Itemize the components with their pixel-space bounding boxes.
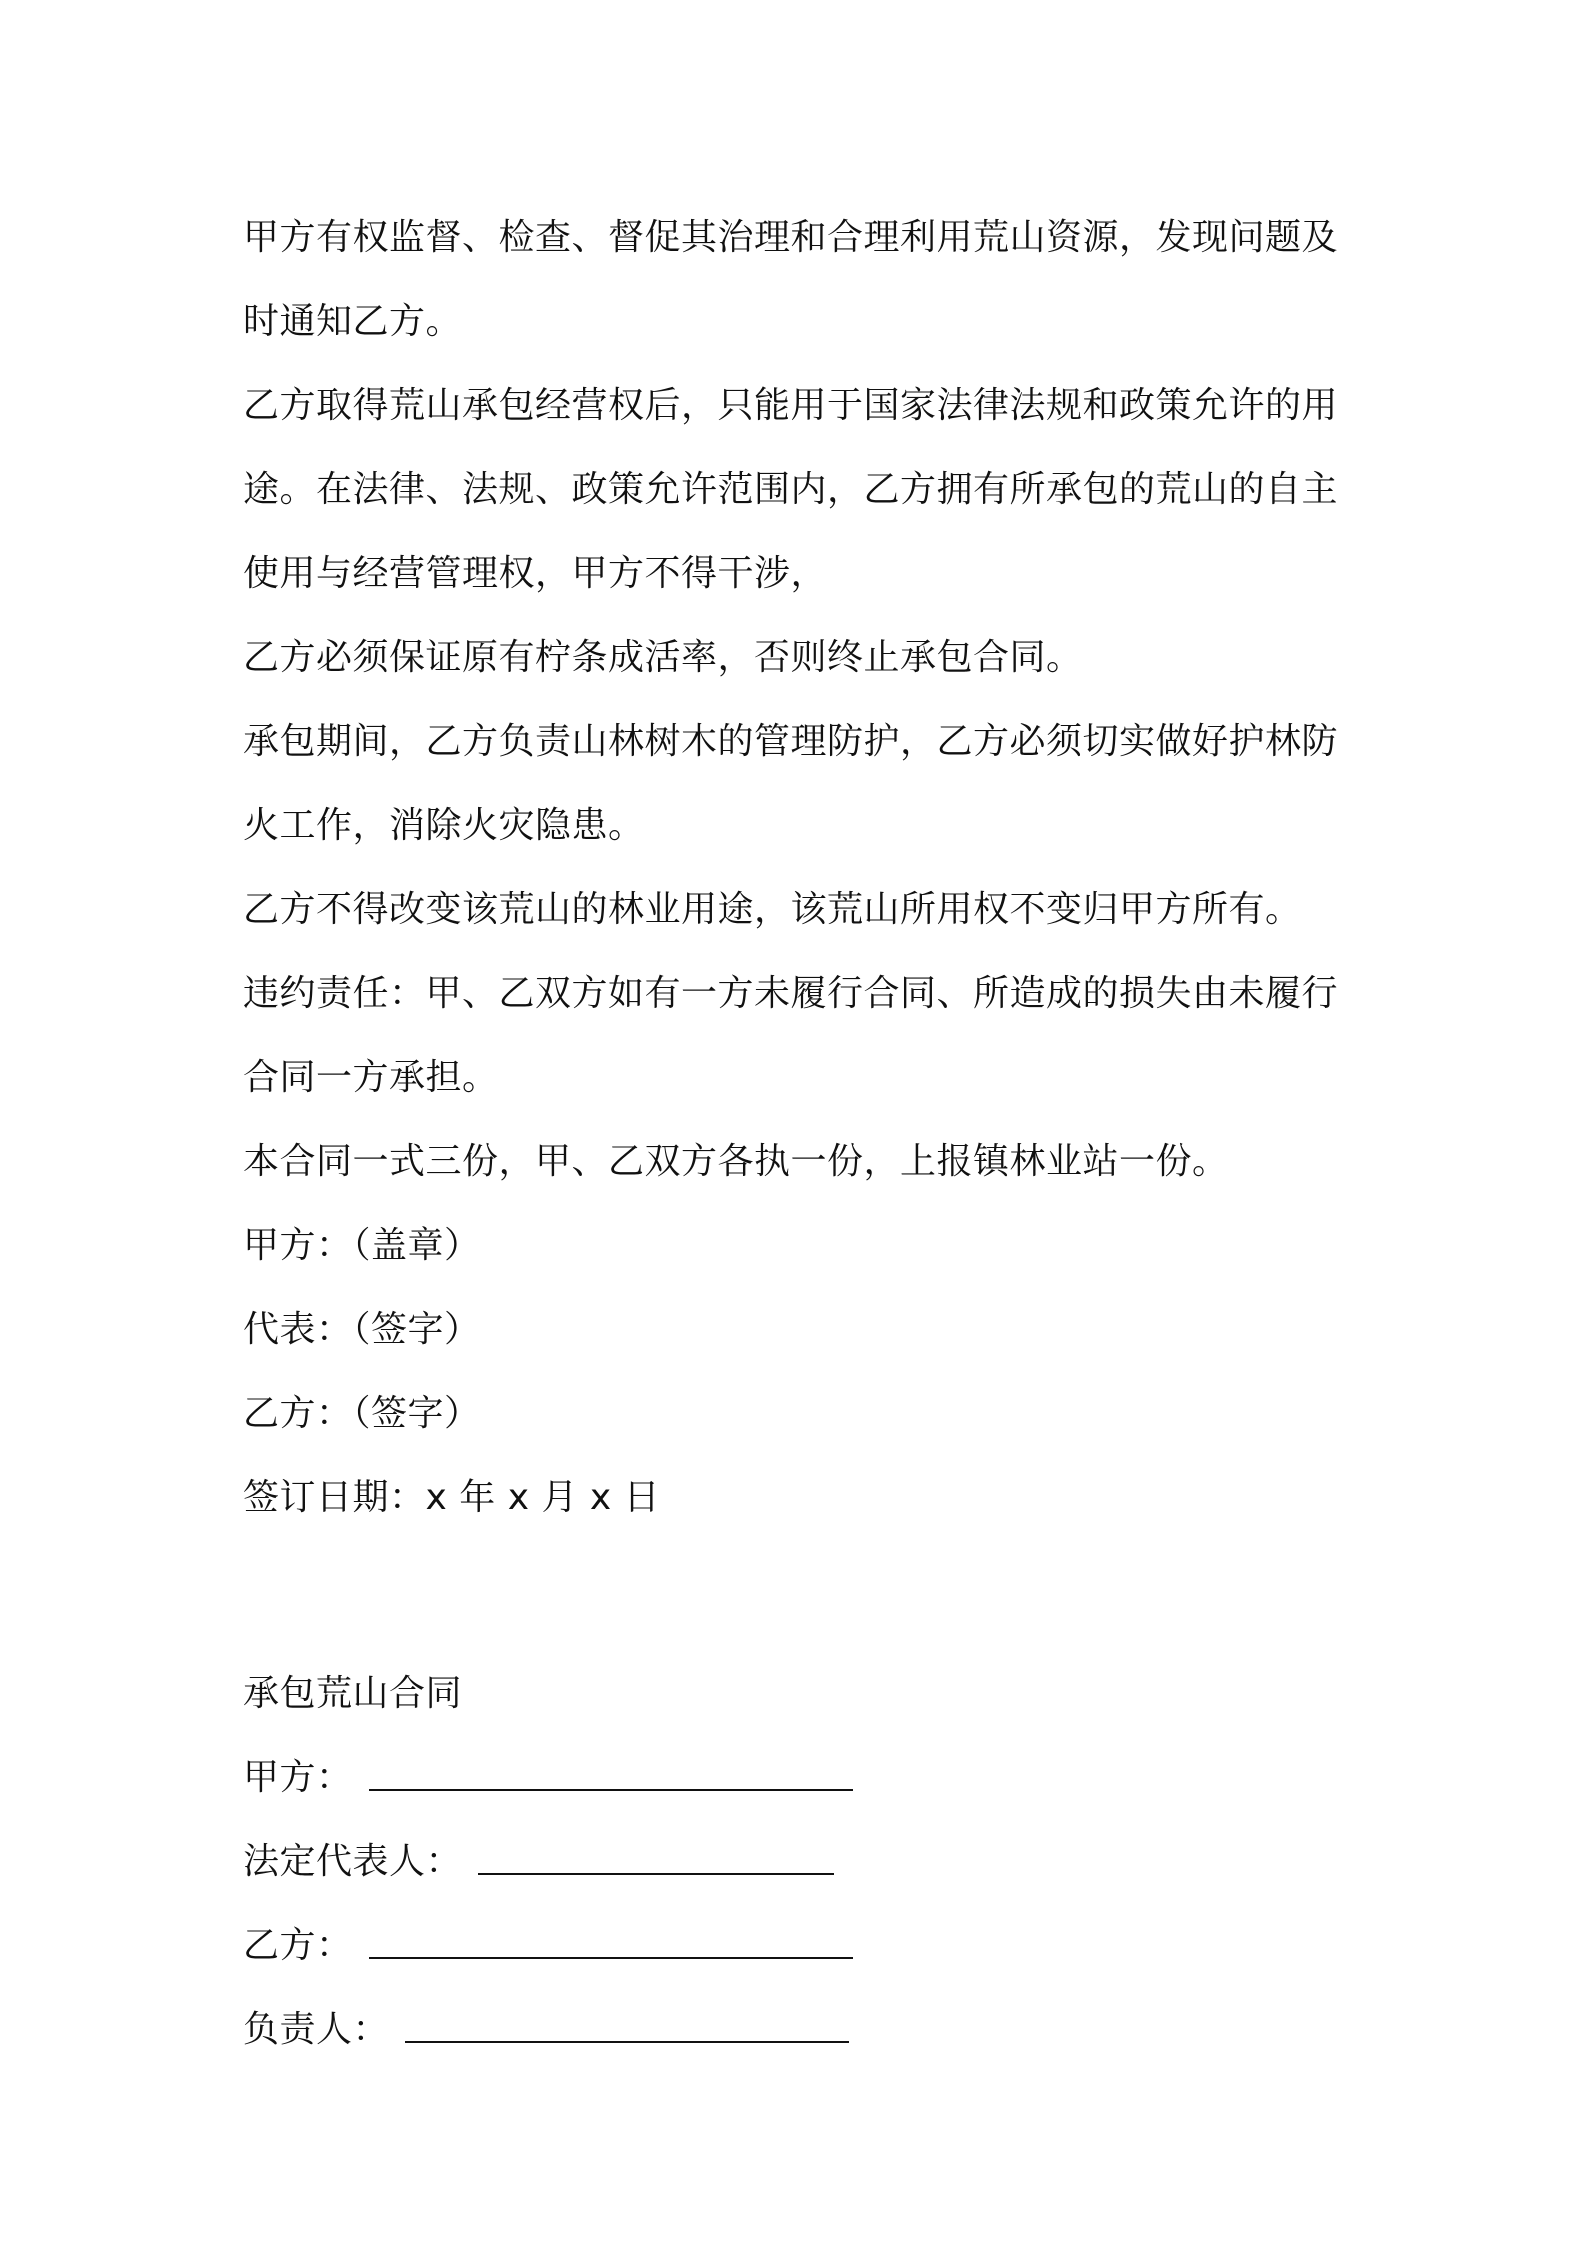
party-a-blank[interactable] [369, 1755, 853, 1791]
signature-representative: 代表：（签字） [243, 1309, 481, 1350]
clause-survival-rate: 乙方必须保证原有柠条成活率，否则终止承包合同。 [243, 637, 1083, 678]
second-contract-title: 承包荒山合同 [243, 1673, 463, 1714]
clause-usage-rights: 乙方取得荒山承包经营权后，只能用于国家法律法规和政策允许的用途。在法律、法规、政策允许范围内，乙方拥有所承包的荒山的自主使用与经营管理权，甲方不得干涉， [243, 385, 1339, 594]
document-page [243, 196, 1353, 2072]
legal-rep-field [243, 1820, 1353, 1904]
clause-supervision: 甲方有权监督、检查、督促其治理和合理利用荒山资源，发现问题及时通知乙方。 [243, 217, 1339, 342]
legal-rep-blank[interactable] [478, 1839, 834, 1875]
clause-breach-liability: 违约责任：甲、乙双方如有一方未履行合同、所造成的损失由未履行合同一方承担。 [243, 973, 1339, 1098]
party-b-blank[interactable] [369, 1923, 853, 1959]
clause-land-use: 乙方不得改变该荒山的林业用途，该荒山所用权不变归甲方所有。 [243, 889, 1302, 930]
legal-rep-label: 法定代表人： [243, 1841, 463, 1882]
signing-date: 签订日期：x 年 x 月 x 日 [243, 1477, 661, 1518]
party-b-field [243, 1904, 1353, 1988]
responsible-label: 负责人： [243, 2009, 390, 2050]
clause-copies: 本合同一式三份，甲、乙双方各执一份，上报镇林业站一份。 [243, 1141, 1229, 1182]
signature-party-a: 甲方：（盖章） [243, 1225, 481, 1266]
signature-party-b: 乙方：（签字） [243, 1393, 481, 1434]
clause-fire-protection: 承包期间，乙方负责山林树木的管理防护，乙方必须切实做好护林防火工作，消除火灾隐患。 [243, 721, 1339, 846]
party-a-field [243, 1736, 1353, 1820]
responsible-blank[interactable] [405, 2007, 849, 2043]
responsible-field [243, 1988, 1353, 2072]
party-b-label: 乙方： [243, 1925, 353, 1966]
section-spacer [243, 1540, 1353, 1652]
party-a-label: 甲方： [243, 1757, 353, 1798]
